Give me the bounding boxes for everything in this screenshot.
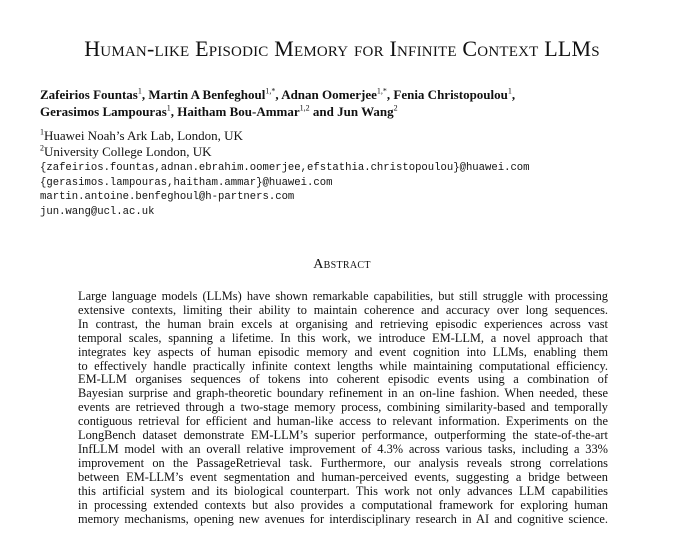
- author-name: Adnan Oomerjee: [281, 87, 377, 102]
- author-name: Gerasimos Lampouras: [40, 104, 167, 119]
- abstract-line: contiguous retrieval for efficient and human-like access to relevant information. Experiments on the: [78, 415, 608, 429]
- abstract-line: integrates key aspects of human episodic memory and event cognition into LLMs, enabling them: [78, 345, 608, 359]
- abstract-line: Large language models (LLMs) have shown remarkable capabilities, but still struggle with processing: [78, 290, 608, 303]
- abstract-line: InfLLM model with an overall relative improvement of 4.3% across various tasks, including a 33%: [78, 442, 608, 456]
- author-line-1: Zafeirios Fountas$^1$, Martin A Benfeghoul$^{1,*}$, Adnan Oomerjee$^{1,*}$, Fenia Christopoulou$^1$,: [40, 86, 516, 102]
- abstract-line: In contrast, the human brain excels at organising and retrieving episodic experiences across vast: [78, 317, 608, 331]
- author-affiliation-marker: 1: [507, 86, 512, 96]
- affiliation-marker: 2: [40, 143, 44, 153]
- author-affiliation-marker: 1: [166, 103, 171, 113]
- abstract-heading: Abstract: [313, 257, 371, 272]
- author-line-2: Gerasimos Lampouras$^1$, Haitham Bou-Ammar$^{1,2}$ and Jun Wang$^2$: [40, 103, 398, 119]
- author-affiliation-marker: 2: [393, 103, 398, 113]
- affiliation-item: [40, 128, 243, 144]
- author-affiliation-marker: 1: [137, 86, 142, 96]
- email-line: {zafeirios.fountas,adnan.ebrahim.oomerjee,efstathia.christopoulou}@huawei.com: [40, 162, 530, 174]
- email-list: [40, 161, 530, 219]
- author-affiliation-marker: 1,*: [265, 86, 276, 96]
- abstract-line: in processing extended contexts but also provides a computational framework for exploring human: [78, 498, 608, 512]
- author-name: Jun Wang: [337, 104, 394, 119]
- paper-title: Human-like Episodic Memory for Infinite Context LLMs: [84, 36, 600, 61]
- affiliation-text: Huawei Noah’s Ark Lab, London, UK: [44, 128, 243, 143]
- abstract-line: memory mechanisms, opening new avenues for interdisciplinary research in AI and cognitive science.: [78, 512, 608, 526]
- affiliation-item: [40, 144, 243, 160]
- author-name: Zafeirios Fountas: [40, 87, 138, 102]
- email-line: {gerasimos.lampouras,haitham.ammar}@huawei.com: [40, 176, 333, 189]
- email-line: martin.antoine.benfeghoul@h-partners.com: [40, 191, 295, 204]
- abstract-line: improvement on the PassageRetrieval task. Furthermore, our analysis reveals strong correlations: [78, 456, 608, 470]
- abstract-line: between EM-LLM’s event segmentation and human-perceived events, suggesting a bridge between: [78, 470, 608, 484]
- author-name: Haitham Bou-Ammar: [177, 104, 300, 119]
- abstract-line: LongBench dataset demonstrate EM-LLM’s superior performance, outperforming the state-of-the-art: [78, 429, 608, 443]
- abstract-line: Bayesian surprise and graph-theoretic boundary refinement in an on-line fashion. When needed, these: [78, 387, 608, 401]
- abstract-line: to effectively handle practically infinite context lengths while maintaining computational efficiency.: [78, 359, 608, 373]
- abstract-body: [78, 290, 608, 526]
- author-list: [40, 86, 660, 120]
- affiliation-list: [40, 128, 243, 160]
- author-affiliation-marker: 1,*: [376, 86, 387, 96]
- abstract-line: extensive contexts, limiting their ability to maintain coherence and accuracy over long sequences.: [78, 303, 608, 317]
- author-name: Fenia Christopoulou: [393, 87, 508, 102]
- author-affiliation-marker: 1,2: [299, 103, 310, 113]
- abstract-line: temporal scales, spanning a lifetime. In this work, we introduce EM-LLM, a novel approach that: [78, 331, 608, 345]
- email-line: jun.wang@ucl.ac.uk: [40, 205, 155, 218]
- affiliation-marker: 1: [40, 127, 44, 137]
- affiliation-text: University College London, UK: [44, 144, 212, 159]
- abstract-line: EM-LLM organises sequences of tokens into coherent episodic events using a combination of: [78, 373, 608, 387]
- author-name: Martin A Benfeghoul: [148, 87, 266, 102]
- abstract-line: events are retrieved through a two-stage memory process, combining similarity-based and temporally: [78, 401, 608, 415]
- abstract-line: this artificial system and its biological counterpart. This work not only advances LLM capabilities: [78, 484, 608, 498]
